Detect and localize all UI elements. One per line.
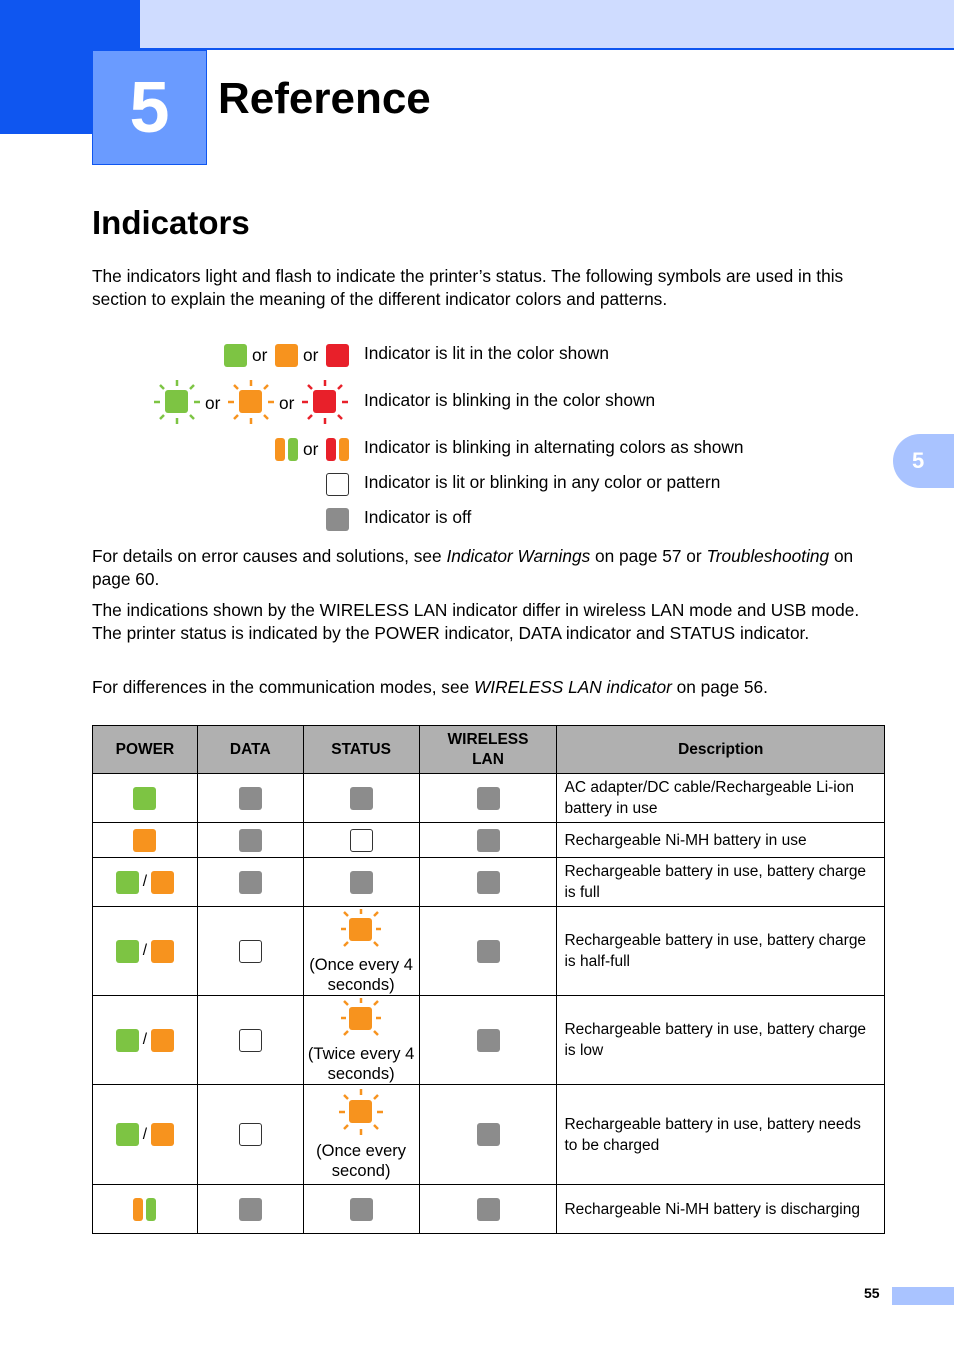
table-row <box>93 1085 885 1185</box>
status-off-indicator <box>350 787 373 810</box>
table-header-row <box>93 726 885 774</box>
link-indicator-warnings[interactable]: Indicator Warnings <box>446 546 591 566</box>
status-any-indicator <box>350 829 373 852</box>
or-label: or <box>279 393 295 413</box>
wlan-off-indicator <box>477 940 500 963</box>
off-indicator <box>326 508 349 531</box>
legend-any <box>0 472 954 508</box>
status-off-indicator <box>350 871 373 894</box>
slash-separator: / <box>142 942 148 959</box>
legend-blinking <box>0 378 954 414</box>
header-description: Description <box>557 726 885 774</box>
row-description: Rechargeable battery in use, battery charge is low <box>557 996 885 1085</box>
row-description: Rechargeable battery in use, battery charge is full <box>557 858 885 907</box>
details-text: on page 60. <box>92 546 854 589</box>
or-label: or <box>303 439 319 459</box>
details-text: For details on error causes and solutions, see <box>92 546 447 566</box>
or-label: or <box>205 393 221 413</box>
legend-lit <box>0 342 954 378</box>
header-rule <box>140 48 954 50</box>
orange-lit-indicator <box>275 344 298 367</box>
legend-lit-text: Indicator is lit in the color shown <box>364 343 609 363</box>
section-title: Indicators <box>92 204 250 241</box>
wireless-paragraph: The indications shown by the WIRELESS LAN indicator differ in wireless LAN mode and USB mode. The printer status is indicated by the POWER indicator, DATA indicator and STATUS indicator. <box>92 600 860 643</box>
link-wireless-lan-indicator[interactable]: WIRELESS LAN indicator <box>473 677 672 697</box>
row-description: Rechargeable Ni-MH battery is discharging <box>557 1185 885 1234</box>
blink-frequency-note: (Once every second) <box>316 1142 407 1180</box>
wlan-off-indicator <box>477 1198 500 1221</box>
table-row <box>93 774 885 823</box>
legend-off-text: Indicator is off <box>364 507 472 527</box>
wlan-off-indicator <box>477 787 500 810</box>
footer-bar <box>892 1287 954 1305</box>
table-row <box>93 823 885 858</box>
row-description: Rechargeable battery in use, battery charge is half-full <box>557 907 885 996</box>
power-orange-indicator <box>151 871 174 894</box>
status-orange-blinking-indicator <box>337 997 385 1039</box>
legend-alternating <box>0 436 954 472</box>
or-label: or <box>303 345 319 365</box>
slash-separator: / <box>142 873 148 890</box>
header-status: STATUS <box>303 726 419 774</box>
table-row <box>93 996 885 1085</box>
intro-paragraph: The indicators light and flash to indicate the printer’s status. The following symbols are used in this section to explain the meaning of the different indicator colors and patterns. <box>92 266 844 309</box>
data-off-indicator <box>239 1198 262 1221</box>
power-green-indicator <box>133 787 156 810</box>
data-any-indicator <box>239 1123 262 1146</box>
status-orange-blinking-indicator <box>337 1088 385 1136</box>
status-orange-blinking-indicator <box>337 908 385 950</box>
table-row <box>93 907 885 996</box>
header-band <box>0 0 954 49</box>
row-description: Rechargeable battery in use, battery needs to be charged <box>557 1085 885 1185</box>
link-troubleshooting[interactable]: Troubleshooting <box>706 546 830 566</box>
green-blinking-indicator <box>153 378 201 426</box>
red-orange-alternating-indicator <box>326 438 349 461</box>
chapter-title: Reference <box>218 74 431 123</box>
modes-text: For differences in the communication modes, see <box>92 677 474 697</box>
row-description: AC adapter/DC cable/Rechargeable Li-ion battery in use <box>557 774 885 823</box>
chapter-side-tab[interactable]: 5 <box>893 434 954 488</box>
legend-any-text: Indicator is lit or blinking in any color or pattern <box>364 472 721 492</box>
modes-text: on page 56. <box>671 677 768 697</box>
modes-paragraph <box>92 676 892 699</box>
power-green-indicator <box>116 940 139 963</box>
blink-frequency-note: (Twice every 4 seconds) <box>307 1044 415 1083</box>
orange-green-alternating-indicator <box>275 438 298 461</box>
orange-blinking-indicator <box>227 378 275 426</box>
power-orange-indicator <box>151 1123 174 1146</box>
legend-alternating-text: Indicator is blinking in alternating colors as shown <box>364 437 744 457</box>
details-paragraph <box>92 545 892 591</box>
power-orange-indicator <box>151 940 174 963</box>
header-power: POWER <box>93 726 198 774</box>
power-green-indicator <box>116 1029 139 1052</box>
data-any-indicator <box>239 1029 262 1052</box>
data-off-indicator <box>239 787 262 810</box>
any-pattern-indicator <box>326 473 349 496</box>
page-number: 55 <box>864 1285 880 1301</box>
indicator-table <box>92 725 885 1234</box>
legend-blinking-text: Indicator is blinking in the color shown <box>364 390 656 410</box>
header-wireless-lan: WIRELESS LAN <box>419 726 557 774</box>
data-any-indicator <box>239 940 262 963</box>
red-lit-indicator <box>326 344 349 367</box>
power-orange-green-alternating-indicator <box>133 1198 156 1221</box>
row-description: Rechargeable Ni-MH battery in use <box>557 823 885 858</box>
power-green-indicator <box>116 1123 139 1146</box>
table-row <box>93 1185 885 1234</box>
green-lit-indicator <box>224 344 247 367</box>
power-orange-indicator <box>133 829 156 852</box>
or-label: or <box>252 345 268 365</box>
status-off-indicator <box>350 1198 373 1221</box>
slash-separator: / <box>142 1031 148 1048</box>
wlan-off-indicator <box>477 1123 500 1146</box>
wlan-off-indicator <box>477 1029 500 1052</box>
data-off-indicator <box>239 829 262 852</box>
red-blinking-indicator <box>301 378 349 426</box>
data-off-indicator <box>239 871 262 894</box>
blink-frequency-note: (Once every 4 seconds) <box>309 955 413 994</box>
chapter-number: 5 <box>92 50 207 165</box>
legend-off <box>0 507 954 543</box>
table-row <box>93 858 885 907</box>
power-orange-indicator <box>151 1029 174 1052</box>
slash-separator: / <box>142 1125 148 1143</box>
power-green-indicator <box>116 871 139 894</box>
wlan-off-indicator <box>477 871 500 894</box>
details-text: on page 57 or <box>590 546 707 566</box>
wlan-off-indicator <box>477 829 500 852</box>
header-data: DATA <box>197 726 303 774</box>
